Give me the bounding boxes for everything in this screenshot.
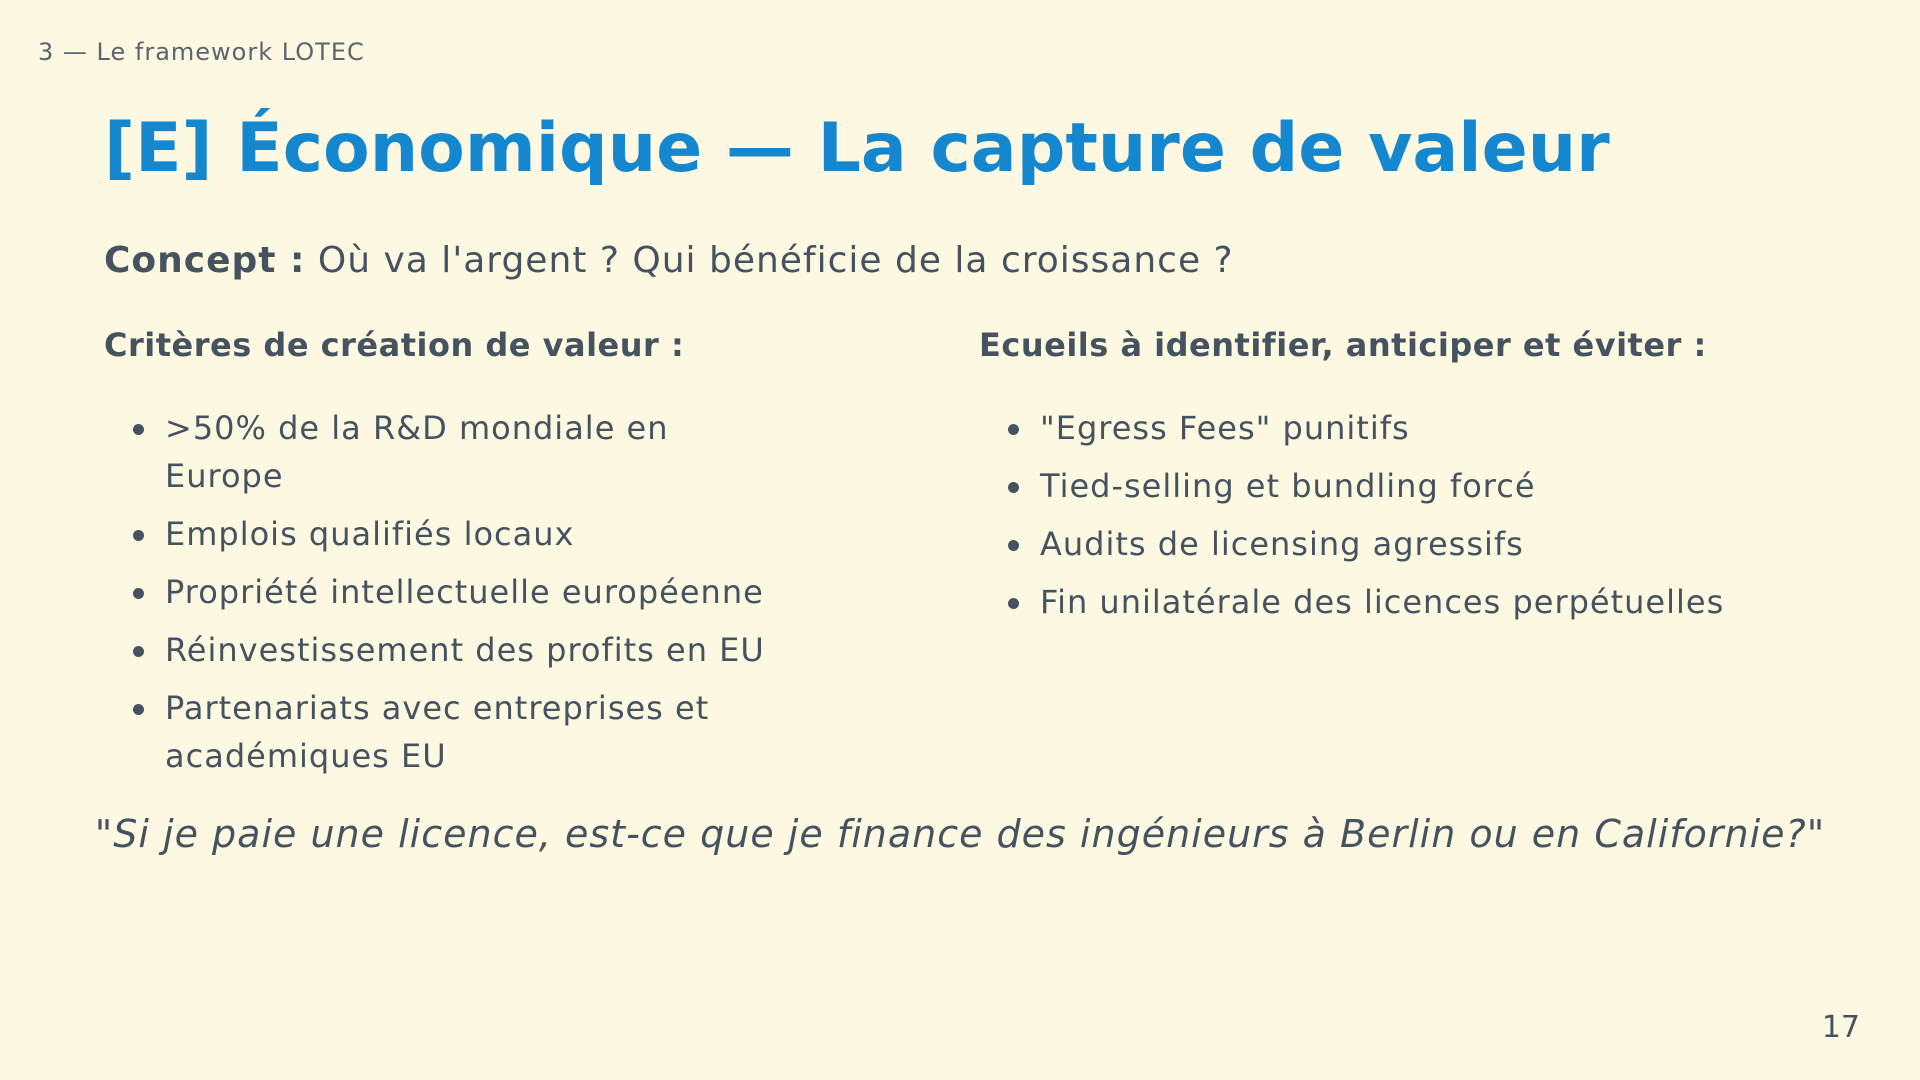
list-item-text: >50% de la R&D mondiale en Europe (165, 409, 669, 495)
page-number: 17 (1821, 1010, 1860, 1045)
value-criteria-list (104, 404, 824, 780)
list-item (979, 520, 1879, 568)
pitfalls-column (979, 326, 1879, 636)
list-item (104, 626, 785, 674)
quote: "Si je paie une licence, est-ce que je finance des ingénieurs à Berlin ou en Californie?" (94, 812, 1826, 856)
list-item (104, 568, 785, 616)
bullet-icon (1008, 598, 1019, 609)
list-item-text: Tied-selling et bundling forcé (1040, 467, 1536, 505)
bullet-icon (1008, 424, 1019, 435)
list-item-text: Partenariats avec entreprises et académiques EU (165, 689, 710, 775)
list-item-text: Propriété intellectuelle européenne (165, 573, 764, 611)
list-item-text: "Egress Fees" punitifs (1040, 409, 1410, 447)
list-item (104, 510, 785, 558)
bullet-icon (1008, 540, 1019, 551)
bullet-icon (133, 588, 144, 599)
pitfalls-heading: Ecueils à identifier, anticiper et éviter : (979, 326, 1707, 364)
concept-line (104, 240, 1234, 281)
slide-title: [E] Économique — La capture de valeur (104, 109, 1610, 188)
list-item (979, 578, 1879, 626)
bullet-icon (133, 424, 144, 435)
bullet-icon (133, 646, 144, 657)
list-item-text: Audits de licensing agressifs (1040, 525, 1524, 563)
value-criteria-heading: Critères de création de valeur : (104, 326, 685, 364)
list-item-text: Fin unilatérale des licences perpétuelles (1040, 583, 1725, 621)
concept-label: Concept : (104, 240, 306, 281)
concept-text: Où va l'argent ? Qui bénéficie de la croissance ? (317, 240, 1234, 281)
list-item-text: Réinvestissement des profits en EU (165, 631, 765, 669)
list-item (104, 684, 785, 780)
list-item-text: Emplois qualifiés locaux (165, 515, 575, 553)
bullet-icon (133, 530, 144, 541)
list-item (979, 462, 1879, 510)
section-header: 3 — Le framework LOTEC (38, 38, 365, 66)
pitfalls-list (979, 404, 1879, 626)
bullet-icon (133, 704, 144, 715)
list-item (979, 404, 1879, 452)
bullet-icon (1008, 482, 1019, 493)
list-item (104, 404, 785, 500)
value-criteria-column (104, 326, 824, 790)
